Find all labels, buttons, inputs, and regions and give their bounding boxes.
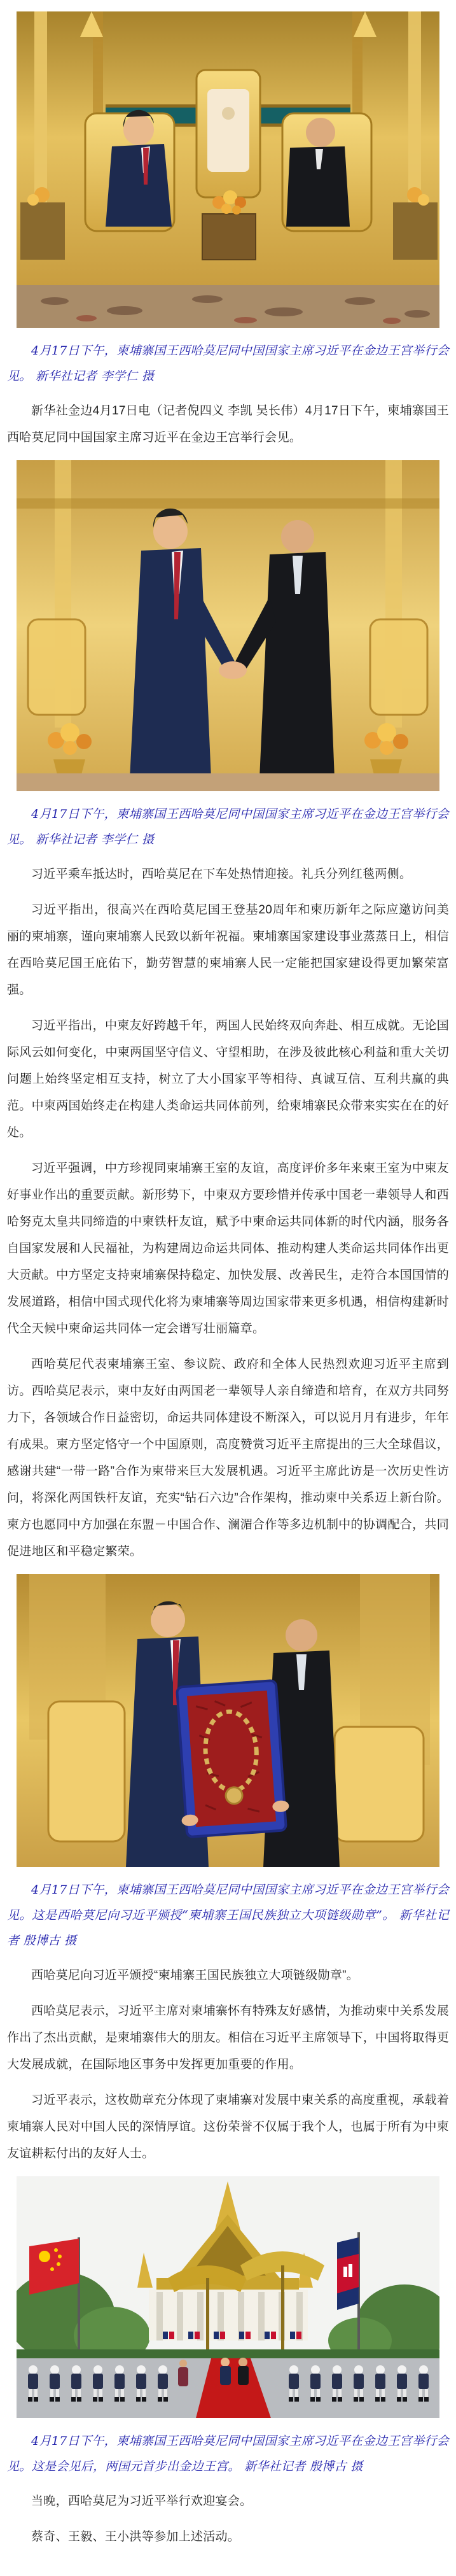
photo-palace-farewell xyxy=(17,2176,439,2418)
article-paragraph: 新华社金边4月17日电（记者倪四义 李凯 吴长伟）4月17日下午，柬埔寨国王西哈莫尼同中国国家主席习近平在金边王宫举行会见。 xyxy=(7,404,449,444)
handshake-illustration xyxy=(17,460,439,791)
article-paragraph: 西哈莫尼向习近平颁授“柬埔寨王国民族独立大项链级勋章”。 xyxy=(31,1969,359,1982)
photo-caption-1: 4月17日下午，柬埔寨国王西哈莫尼同中国国家主席习近平在金边王宫举行会见。 新华社记者 李学仁 摄 xyxy=(7,344,449,383)
medal-illustration xyxy=(17,1574,439,1867)
photo-caption-2: 4月17日下午，柬埔寨国王西哈莫尼同中国国家主席习近平在金边王宫举行会见。 新华社记者 李学仁 摄 xyxy=(7,807,449,847)
article-paragraph: 当晚，西哈莫尼为习近平举行欢迎宴会。 xyxy=(31,2495,252,2508)
article-paragraph: 习近平指出，很高兴在西哈莫尼国王登基20周年和柬历新年之际应邀访问美丽的柬埔寨，谨向柬埔寨人民致以新年祝福。柬埔寨国家建设事业蒸蒸日上，相信在西哈莫尼国王庇佑下，勤劳智慧的柬埔寨人民一定能把国家建设得更加繁荣富强。 xyxy=(7,903,449,997)
seated-meeting-illustration xyxy=(17,11,439,328)
photo-medal-presentation xyxy=(17,1574,439,1867)
medal-frame xyxy=(172,1680,291,1837)
article-paragraph: 习近平表示，这枚勋章充分体现了柬埔寨对发展中柬关系的高度重视，承载着柬埔寨人民对中国人民的深情厚谊。这份荣誉不仅属于我个人，也属于所有为中柬友谊耕耘付出的友好人士。 xyxy=(7,2094,449,2160)
farewell-illustration xyxy=(17,2176,439,2418)
article-paragraph: 西哈莫尼代表柬埔寨王室、参议院、政府和全体人民热烈欢迎习近平主席到访。西哈莫尼表示，柬中友好由两国老一辈领导人亲自缔造和培育，在双方共同努力下，各领域合作日益密切，命运共同体建设不断深入，可以说月月有进步，年年有成果。柬方坚定恪守一个中国原则，高度赞赏习近平主席提出的三大全球倡议，感谢共建“一带一路”合作为柬带来巨大发展机遇。习近平主席此访是一次历史性访问，将深化两国铁杆友谊，充实“钻石六边”合作架构，推动柬中关系迈上新台阶。柬方也愿同中方加强在东盟－中国合作、澜湄合作等多边机制中的协调配合，共同促进地区和平稳定繁荣。 xyxy=(7,1358,449,1558)
photo-handshake xyxy=(17,460,439,791)
article-paragraph: 蔡奇、王毅、王小洪等参加上述活动。 xyxy=(31,2530,240,2544)
photo-caption-4: 4月17日下午，柬埔寨国王西哈莫尼同中国国家主席习近平在金边王宫举行会见。这是会见后，两国元首步出金边王宫。 新华社记者 殷博古 摄 xyxy=(7,2434,449,2474)
article-paragraph: 西哈莫尼表示，习近平主席对柬埔寨怀有特殊友好感情，为推动柬中关系发展作出了杰出贡献，是柬埔寨伟大的朋友。相信在习近平主席领导下，中国将取得更大发展成就，在国际地区事务中发挥更加重要的作用。 xyxy=(7,2004,449,2071)
article-paragraph: 习近平指出，中柬友好跨越千年，两国人民始终双向奔赴、相互成就。无论国际风云如何变化，中柬两国坚守信义、守望相助，在涉及彼此核心利益和重大关切问题上始终坚定相互支持，树立了大小国家平等相待、真诚互信、互利共赢的典范。中柬两国始终走在构建人类命运共同体前列，给柬埔寨民众带来实实在在的好处。 xyxy=(7,1019,449,1139)
article-paragraph: 习近平乘车抵达时，西哈莫尼在下车处热情迎接。礼兵分列红毯两侧。 xyxy=(31,868,412,881)
photo-seated-meeting xyxy=(17,11,439,328)
article-paragraph: 习近平强调，中方珍视同柬埔寨王室的友谊，高度评价多年来柬王室为中柬友好事业作出的重要贡献。新形势下，中柬双方要珍惜并传承中国老一辈领导人和西哈努克太皇共同缔造的中柬铁杆友谊，赋予中柬命运共同体新的时代内涵，服务各自国家发展和人民福祉，为构建周边命运共同体、推动构建人类命运共同体作出更大贡献。中方坚定支持柬埔寨保持稳定、加快发展、改善民生，走符合本国国情的发展道路，相信中国式现代化将为柬埔寨等周边国家带来更多机遇，相信构建新时代全天候中柬命运共同体一定会谱写壮丽篇章。 xyxy=(7,1162,449,1335)
photo-caption-3: 4月17日下午，柬埔寨国王西哈莫尼同中国国家主席习近平在金边王宫举行会见。这是西哈莫尼向习近平颁授“柬埔寨王国民族独立大项链级勋章”。 新华社记者 殷博古 摄 xyxy=(7,1883,449,1948)
